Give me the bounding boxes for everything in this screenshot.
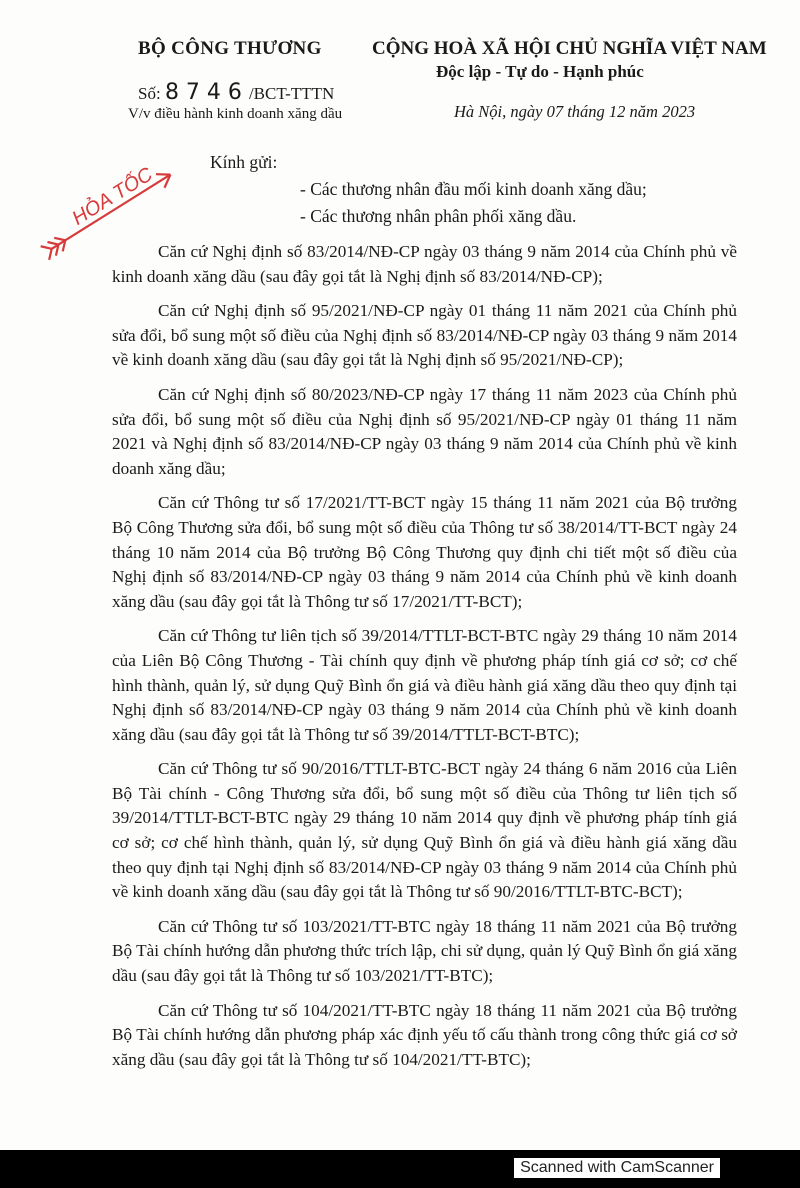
document-subject: V/v điều hành kinh doanh xăng dầu	[128, 106, 343, 122]
document-number	[138, 80, 334, 105]
doc-number-handwritten: 8746	[164, 80, 249, 105]
stamp-text: HỎA TỐC	[68, 163, 157, 230]
nation-title: CỘNG HOÀ XÃ HỘI CHỦ NGHĨA VIỆT NAM	[372, 38, 767, 59]
document-body	[112, 240, 737, 1082]
legal-basis-paragraph: Căn cứ Nghị định số 95/2021/NĐ-CP ngày 01 tháng 11 năm 2021 của Chính phủ sửa đổi, bổ sung một số điều của Nghị định số 83/2014/NĐ-CP ngày 03 tháng 9 năm 2014 về kinh doanh xăng dầu (sau đây gọi tắt là Nghị định số 95/2021/NĐ-CP);	[112, 301, 737, 370]
legal-basis-paragraph: Căn cứ Nghị định số 80/2023/NĐ-CP ngày 17 tháng 11 năm 2023 của Chính phủ sửa đổi, bổ sung một số điều của Nghị định số 95/2021/NĐ-CP ngày 01 tháng 11 năm 2021 và Nghị định số 83/2014/NĐ-CP ngày 03 tháng 9 năm 2014 của Chính phủ về kinh doanh xăng dầu;	[112, 384, 737, 478]
camscanner-watermark: Scanned with CamScanner	[514, 1158, 720, 1178]
ministry-name: BỘ CÔNG THƯƠNG	[138, 38, 322, 59]
legal-basis-paragraph: Căn cứ Thông tư số 17/2021/TT-BCT ngày 15 tháng 11 năm 2021 của Bộ trưởng Bộ Công Thương sửa đổi, bổ sung một số điều của Thông tư số 38/2014/TT-BCT ngày 24 tháng 10 năm 2014 của Bộ trưởng Bộ Công Thương quy định chi tiết một số điều của Nghị định số 83/2014/NĐ-CP ngày 03 tháng 9 năm 2014 của Chính phủ về kinh doanh xăng dầu (sau đây gọi tắt là Thông tư số 17/2021/TT-BCT);	[112, 493, 737, 611]
date-line: Hà Nội, ngày 07 tháng 12 năm 2023	[454, 102, 696, 121]
doc-number-suffix: /BCT-TTTN	[248, 84, 335, 103]
national-motto: Độc lập - Tự do - Hạnh phúc	[436, 62, 644, 81]
greeting: Kính gửi:	[210, 152, 278, 172]
legal-basis-paragraph: Căn cứ Thông tư liên tịch số 39/2014/TTLT-BCT-BTC ngày 29 tháng 10 năm 2014 của Liên Bộ Công Thương - Tài chính quy định về phương pháp tính giá cơ sở; cơ chế hình thành, quản lý, sử dụng Quỹ Bình ổn giá và điều hành giá xăng dầu theo quy định tại Nghị định số 83/2014/NĐ-CP ngày 03 tháng 9 năm 2014 của Chính phủ về kinh doanh xăng dầu (sau đây gọi tắt là Thông tư số 39/2014/TTLT-BCT-BTC);	[112, 626, 737, 744]
recipient-item: - Các thương nhân đầu mối kinh doanh xăng dầu;	[300, 179, 647, 199]
legal-basis-paragraph: Căn cứ Thông tư số 103/2021/TT-BTC ngày 18 tháng 11 năm 2021 của Bộ trưởng Bộ Tài chính hướng dẫn phương thức trích lập, chi sử dụng, quản lý Quỹ Bình ổn giá xăng dầu (sau đây gọi tắt là Thông tư số 103/2021/TT-BTC);	[112, 916, 737, 986]
scanner-footer	[0, 1150, 800, 1188]
legal-basis-paragraph: Căn cứ Thông tư số 104/2021/TT-BTC ngày 18 tháng 11 năm 2021 của Bộ trưởng Bộ Tài chính hướng dẫn phương pháp xác định yếu tố cấu thành trong công thức giá cơ sở xăng dầu (sau đây gọi tắt là Thông tư số 104/2021/TT-BTC);	[112, 1000, 737, 1069]
doc-number-prefix: Số:	[138, 84, 165, 103]
recipient-item: - Các thương nhân phân phối xăng dầu.	[300, 206, 577, 226]
recipients-block	[210, 152, 647, 233]
legal-basis-paragraph: Căn cứ Thông tư số 90/2016/TTLT-BTC-BCT ngày 24 tháng 6 năm 2016 của Liên Bộ Tài chính - Công Thương sửa đổi, bổ sung một số điều của Thông tư liên tịch số 39/2014/TTLT-BCT-BTC ngày 29 tháng 10 năm 2014 quy định về phương pháp tính giá cơ sở; cơ chế hình thành, quản lý, sử dụng Quỹ Bình ổn giá và điều hành giá xăng dầu theo quy định tại Nghị định số 83/2014/NĐ-CP ngày 03 tháng 9 năm 2014 của Chính phủ về kinh doanh xăng dầu (sau đây gọi tắt là Thông tư số 90/2016/TTLT-BTC-BCT);	[112, 759, 737, 902]
legal-basis-paragraph: Căn cứ Nghị định số 83/2014/NĐ-CP ngày 03 tháng 9 năm 2014 của Chính phủ về kinh doanh xăng dầu (sau đây gọi tắt là Nghị định số 83/2014/NĐ-CP);	[112, 242, 737, 286]
